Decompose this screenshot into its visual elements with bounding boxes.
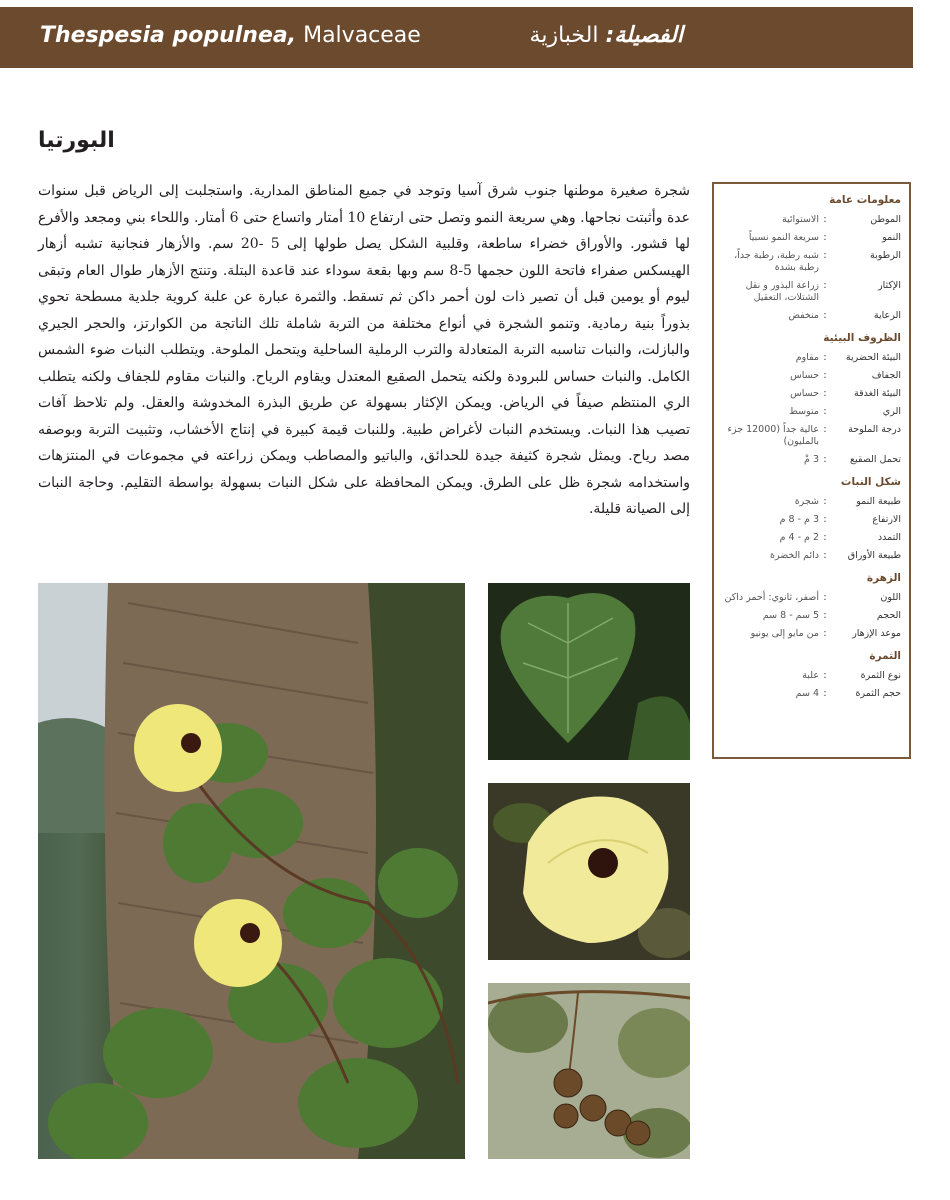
family-latin: Malvaceae — [303, 23, 421, 48]
info-value: حساس — [790, 370, 819, 381]
info-key: الري — [882, 406, 901, 417]
info-colon: : — [823, 670, 827, 681]
info-colon: : — [823, 532, 827, 543]
info-key: نوع الثمرة — [860, 670, 901, 681]
info-section — [722, 476, 901, 562]
info-value: 3 مْ — [804, 454, 819, 465]
info-row — [722, 496, 901, 508]
info-value: مقاوم — [795, 352, 819, 363]
info-row — [722, 592, 901, 604]
info-row — [722, 424, 901, 448]
info-key: الجفاف — [871, 370, 901, 381]
info-key: الحجم — [876, 610, 901, 621]
info-value: عالية جداً (12000 جزء بالمليون) — [727, 424, 819, 447]
info-value: دائم الخضرة — [770, 550, 819, 561]
info-colon: : — [823, 424, 827, 435]
info-key: النمو — [882, 232, 901, 243]
yellow-flower-image — [488, 783, 690, 960]
info-colon: : — [823, 496, 827, 507]
info-value: أصفر، ثانوي: أحمر داكن — [724, 592, 819, 603]
info-section-title: شكل النبات — [840, 476, 901, 488]
info-value: حساس — [790, 388, 819, 399]
info-colon: : — [823, 310, 827, 321]
info-row — [722, 214, 901, 226]
info-section — [722, 332, 901, 466]
info-row — [722, 250, 901, 274]
info-colon: : — [823, 370, 827, 381]
info-colon: : — [823, 232, 827, 243]
info-colon: : — [823, 688, 827, 699]
info-colon: : — [823, 214, 827, 225]
info-value: سريعة النمو نسبياً — [748, 232, 819, 243]
description-text: شجرة صغيرة موطنها جنوب شرق آسيا وتوجد في جميع المناطق المدارية. واستجلبت إلى الرياض قبل سنوات عدة وأثبتت نجاحها. وهي سريعة النمو وتصل حتى ارتفاع 10 أمتار واتساع حتى 6 أمتار. واللحاء بني ومجعد والأفرع لها قشور. والأوراق خضراء ساطعة، وقلبية الشكل يصل طولها إلى 5 -20 سم. والأزهار فنجانية تشبه أزهار الهيسكس صفراء فاتحة اللون حجمها 5-8 سم وبها بقعة سوداء عند قاعدة البتلة. وتنتج الأزهار طوال العام وتبقى ليوم أو يومين قبل أن تصير ذات لون أحمر داكن ثم تسقط. والثمرة عبارة عن علبة كروية جلدية مسطحة تحوي بذوراً بنية رمادية. وتنمو الشجرة في أنواع مختلفة من التربة شاملة تلك الناتجة من الكوارتز، والحجر الجيري والبازلت، والنبات تناسبه التربة المتعادلة والترب الرملية الساحلية ويتحمل الملوحة. ويتطلب النبات ضوء الشمس الكامل. والنبات حساس للبرودة ولكنه يتحمل الصقيع المعتدل ويقاوم الرياح. والنبات مقاوم للجفاف ولكنه يتطلب الري المنتظم صيفاً في الرياض. ويمكن الإكثار بسهولة عن طريق البذرة المخدوشة والعقل. ولم تلاحظ آفات تصيب هذا النبات. ويستخدم النبات لأغراض طبية. وللنبات قيمة كبيرة في إنتاج الأخشاب، وتثبيت التربة وبوصفه مصد رياح. ويمثل شجرة كثيفة جيدة للحدائق، والباتيو والمصاطب ويمكن زراعته في مجموعات في المنتزهات واستخدامه شجرة ظل على الطرق. ويمكن المحافظة على شكل النبات بسهولة بواسطة التقليم. وحاجة النبات إلى الصيانة قليلة. — [38, 183, 691, 517]
info-row — [722, 514, 901, 526]
scientific-name — [40, 23, 421, 48]
seed-capsules-photo — [488, 983, 690, 1159]
info-row — [722, 670, 901, 682]
info-colon: : — [823, 592, 827, 603]
info-key: الارتفاع — [872, 514, 901, 525]
info-colon: : — [823, 514, 827, 525]
info-key: حجم الثمرة — [855, 688, 901, 699]
page-title: البورتيا — [38, 128, 115, 153]
info-colon: : — [823, 628, 827, 639]
info-row — [722, 550, 901, 562]
info-box — [712, 182, 911, 759]
info-row — [722, 532, 901, 544]
info-row — [722, 310, 901, 322]
info-value: 3 م - 8 م — [779, 514, 819, 525]
info-row — [722, 280, 901, 304]
info-key: الرطوبة — [870, 250, 901, 261]
info-key: موعد الإزهار — [852, 628, 901, 639]
family-label: الفصيلة: — [605, 23, 683, 48]
info-row — [722, 688, 901, 700]
info-value: 5 سم - 8 سم — [762, 610, 819, 621]
family-arabic — [530, 23, 683, 48]
info-value: زراعة البذور و نقل الشتلات، التعقيل — [745, 280, 819, 303]
info-row — [722, 370, 901, 382]
flowering-branch-image — [38, 583, 465, 1159]
family-value: الخبازية — [529, 23, 599, 48]
info-section-title: الظروف البيئية — [823, 332, 901, 344]
info-value: شبه رطبة، رطبة جداً، رطبة بشدة — [734, 250, 819, 273]
seed-capsules-image — [488, 983, 690, 1159]
info-section-title: الثمرة — [869, 650, 901, 662]
info-section — [722, 650, 901, 700]
info-sections — [722, 194, 901, 700]
info-row — [722, 352, 901, 364]
info-colon: : — [823, 406, 827, 417]
info-colon: : — [823, 388, 827, 399]
info-section — [722, 194, 901, 322]
info-colon: : — [823, 352, 827, 363]
info-colon: : — [823, 550, 827, 561]
heart-leaf-image — [488, 583, 690, 760]
info-key: البيئة الحضرية — [845, 352, 901, 363]
info-key: طبيعة الأوراق — [847, 550, 901, 561]
info-row — [722, 628, 901, 640]
info-key: التمدد — [877, 532, 901, 543]
heart-leaf-photo — [488, 583, 690, 760]
info-value: منخفض — [788, 310, 819, 321]
info-colon: : — [823, 250, 827, 261]
info-section-title: معلومات عامة — [829, 194, 901, 206]
info-colon: : — [823, 454, 827, 465]
info-key: البيئة الغدقة — [854, 388, 901, 399]
info-colon: : — [823, 610, 827, 621]
flowering-branch-photo — [38, 583, 465, 1159]
info-value: 4 سم — [795, 688, 819, 699]
info-colon: : — [823, 280, 827, 291]
info-key: درجة الملوحة — [848, 424, 901, 435]
info-value: متوسط — [789, 406, 819, 417]
page-header — [0, 7, 913, 68]
info-row — [722, 232, 901, 244]
info-value: الاستوائية — [781, 214, 819, 225]
yellow-flower-photo — [488, 783, 690, 960]
species-name: Thespesia populnea, — [40, 23, 297, 48]
info-key: الموطن — [870, 214, 901, 225]
info-key: اللون — [880, 592, 901, 603]
info-key: تحمل الصقيع — [850, 454, 901, 465]
info-key: الرعاية — [873, 310, 901, 321]
info-value: علبة — [802, 670, 819, 681]
info-value: من مايو إلى يونيو — [750, 628, 819, 639]
info-section — [722, 572, 901, 640]
info-row — [722, 454, 901, 466]
info-row — [722, 610, 901, 622]
info-section-title: الزهرة — [866, 572, 901, 584]
info-row — [722, 388, 901, 400]
info-value: شجرة — [794, 496, 819, 507]
info-value: 2 م - 4 م — [779, 532, 819, 543]
info-key: الإكثار — [878, 280, 901, 291]
info-row — [722, 406, 901, 418]
info-key: طبيعة النمو — [856, 496, 901, 507]
